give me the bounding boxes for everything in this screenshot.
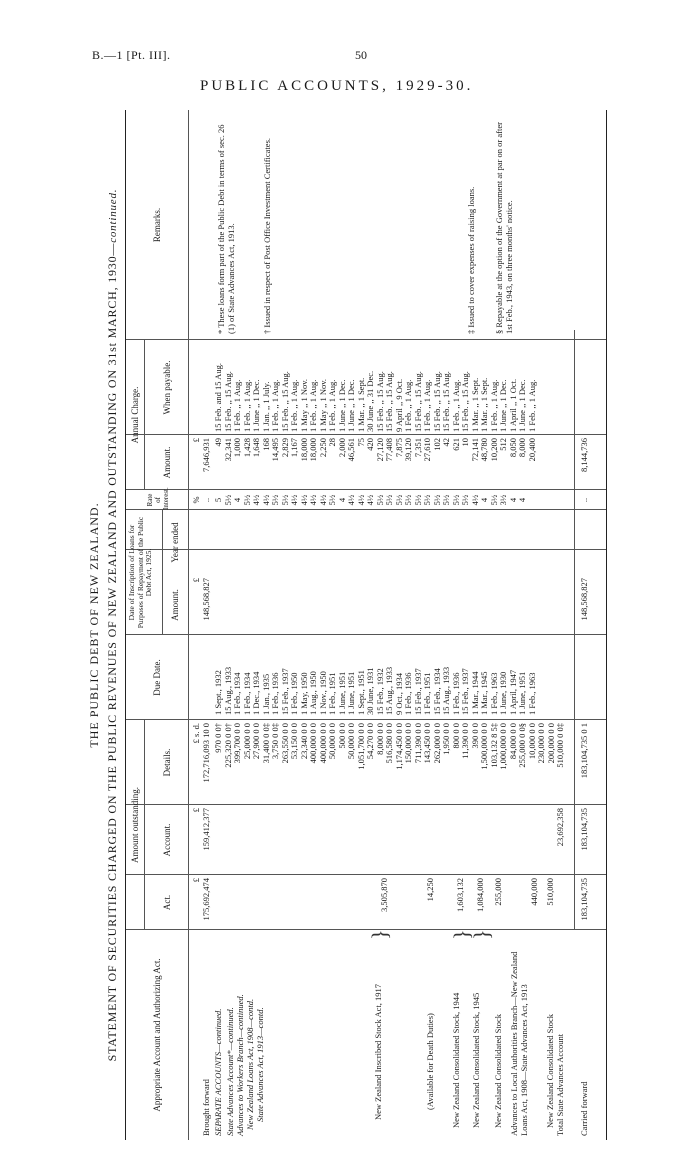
group-label: (Available for Death Duties) <box>425 1013 435 1110</box>
when-payable-cell: 1 June ,, 1 Dec. <box>251 379 261 432</box>
annual-charge-cell: 2,829 <box>279 438 290 458</box>
due-date-cell: 1 Feb., 1963 <box>526 672 537 715</box>
due-date-cell: 1 April, 1947 <box>507 669 518 715</box>
when-payable-cell: 1 Feb. ,, 1 Aug. <box>422 379 432 432</box>
col-header-insc-year: Year ended <box>170 522 180 563</box>
details-cell: 711,390 0 0 <box>412 723 423 764</box>
when-payable-cell: 15 Feb. ,, 15 Aug. <box>279 371 290 432</box>
due-date-cell: 15 Feb., 1937 <box>460 668 470 715</box>
unit-ac-amount: £ <box>191 438 201 443</box>
details-cell: 84,000 0 0 <box>507 723 518 760</box>
carried-forward-label: Carried forward <box>579 1081 589 1136</box>
details-cell: 150,000 0 0 <box>403 723 413 764</box>
annual-charge-cell: 168 <box>260 438 271 451</box>
when-payable-column <box>214 342 537 432</box>
when-payable-cell: 15 Feb. ,, 15 Aug. <box>384 371 394 432</box>
when-payable-cell: 15 Feb. ,, 15 Aug. <box>441 371 451 432</box>
annual-charge-cell: 10 <box>460 438 470 447</box>
due-date-cell: 1 Feb., 1934 <box>241 672 252 715</box>
rate-cell: 4½ <box>317 494 328 506</box>
details-cell: 510,000 0 0‡ <box>555 723 565 768</box>
details-cell: 800 0 0 <box>450 723 461 749</box>
group-label: New Zealand Consolidated Stock <box>493 1013 503 1128</box>
details-cell: 50,000 0 0 <box>327 723 337 760</box>
group-act: 3,505,870 <box>379 878 389 912</box>
remark-note: § Repayable at the option of the Government at par on or after 1st Feb., 1943, on three months' notice. <box>494 122 514 334</box>
annual-charge-cell: 75 <box>355 438 366 447</box>
rate-cell: 5½ <box>270 494 280 506</box>
details-cell: 225,320 0 0† <box>222 723 233 768</box>
group-label: New Zealand Consolidated Stock, 1944 <box>451 992 461 1128</box>
col-header-inscription: Date of Inscription of Loans for Purposes of Repayment of the Public Debt Act, 1925. <box>127 516 153 629</box>
rate-cell: 5½ <box>403 494 413 506</box>
details-cell: 143,450 0 0 <box>422 723 432 764</box>
annual-charge-cell: 7,351 <box>412 438 423 458</box>
annual-charge-cell: 32,341 <box>222 438 233 462</box>
details-cell: 200,000 0 0 <box>545 723 556 764</box>
annual-charge-cell: 10,200 <box>488 438 499 462</box>
when-payable-cell: 9 April ,, 9 Oct. <box>393 378 404 432</box>
details-cell: 1,174,450 0 0 <box>393 723 404 770</box>
due-date-cell: 1 Feb., 1934 <box>232 672 242 715</box>
cf-rate: .. <box>579 497 589 503</box>
due-date-cell: 1 Mar., 1944 <box>469 671 480 715</box>
details-cell: 1,051,700 0 0 <box>355 723 366 770</box>
cf-act: 183,104,735 <box>579 878 589 921</box>
group-act: 255,000 <box>493 878 503 906</box>
rate-cell: 4 <box>232 497 242 503</box>
annual-charge-cell: 72,141 <box>469 438 480 462</box>
remark-note: * These loans form part of the Public Debt in terms of sec. 26 (1) of State Advances Act, 1913. <box>216 124 236 334</box>
rate-cell: 5½ <box>279 494 290 506</box>
when-payable-cell: 15 Feb. ,, 15 Aug. <box>222 371 233 432</box>
when-payable-cell: 1 June ,, 1 Dec. <box>346 379 356 432</box>
when-payable-cell: 1 Jan. ,, 1 July. <box>260 381 271 432</box>
annual-charge-cell: 49 <box>213 438 223 447</box>
annual-charge-cell: 27,120 <box>374 438 385 462</box>
details-cell: 500 0 0 <box>336 723 347 749</box>
remark-note: † Issued in respect of Post Office Investment Certificates. <box>262 138 272 334</box>
section-label: State Advances Account*—continued. <box>225 1007 235 1136</box>
due-date-cell: 1 June, 1951 <box>346 671 356 715</box>
due-date-cell: 15 Feb., 1934 <box>431 668 442 715</box>
bf-rate: .. <box>201 497 211 503</box>
details-cell: 399,700 0 0 <box>232 723 242 764</box>
group-label: Total State Advances Account <box>555 1033 565 1136</box>
annual-charge-cell: 1,428 <box>241 438 252 458</box>
when-payable-cell: 1 Mar. ,, 1 Sept. <box>355 377 366 432</box>
details-cell: 3,750 0 0‡ <box>270 723 280 760</box>
details-cell: 103,132 8 5‡ <box>488 723 499 768</box>
when-payable-cell: 1 Feb. ,, 1 Aug. <box>270 379 280 432</box>
col-header-act-title: Appropriate Account and Authorizing Act. <box>152 958 162 1112</box>
statement-title: THE PUBLIC DEBT OF NEW ZEALAND. <box>87 502 101 748</box>
annual-charge-cell: 621 <box>450 438 461 451</box>
unit-details: £ s. d. <box>191 723 201 744</box>
annual-charge-cell: 27,610 <box>422 438 432 462</box>
when-payable-cell: 1 Feb. ,, 1 Aug. <box>327 379 337 432</box>
col-header-amount-outstanding: Amount outstanding. <box>130 787 140 863</box>
due-date-cell: 1 Aug., 1950 <box>308 671 318 715</box>
due-date-cell: 1 Mar., 1945 <box>479 671 489 715</box>
debt-table <box>125 110 607 1140</box>
details-cell: 390 0 0 <box>469 723 480 749</box>
annual-charge-cell: 18,000 <box>308 438 318 462</box>
annual-charge-cell: 42 <box>441 438 451 447</box>
details-cell: 516,580 0 0 <box>384 723 394 764</box>
when-payable-cell: 1 April ,, 1 Oct. <box>507 378 518 432</box>
details-column <box>214 723 566 803</box>
col-header-due-date: Due Date. <box>152 659 162 696</box>
annual-charge-cell: 8,050 <box>507 438 518 458</box>
rate-cell: 4½ <box>289 494 299 506</box>
when-payable-cell: 15 Feb. ,, 15 Aug. <box>460 371 470 432</box>
col-header-account: Account. <box>162 823 172 857</box>
when-payable-cell: 1 Feb. ,, 1 Aug. <box>450 379 461 432</box>
cf-account: 183,104,735 <box>579 808 589 851</box>
page-number: 50 <box>355 48 367 62</box>
due-date-cell: 15 Feb., 1937 <box>279 668 290 715</box>
due-date-column <box>214 637 537 715</box>
rotated-table-sheet <box>85 110 605 1140</box>
due-date-cell: 1 May, 1950 <box>298 672 309 715</box>
details-cell: 11,390 0 0 <box>460 723 470 759</box>
rate-cell: 4½ <box>365 494 375 506</box>
when-payable-cell: 1 June ,, 1 Dec. <box>517 379 527 432</box>
when-payable-cell: 15 Feb. ,, 15 Aug. <box>374 371 385 432</box>
rate-cell: 4½ <box>298 494 309 506</box>
due-date-cell: 1 Feb., 1963 <box>488 672 499 715</box>
group-act: 510,000 <box>545 878 555 906</box>
rate-cell: 4½ <box>308 494 318 506</box>
rate-cell: 5½ <box>460 494 470 506</box>
section-label: State Advances Act, 1913—contd. <box>255 1007 265 1122</box>
when-payable-cell: 1 Feb. ,, 1 Aug. <box>308 379 318 432</box>
rate-cell: 4½ <box>260 494 271 506</box>
group-label: New Zealand Inscribed Stock Act, 1917 <box>373 984 383 1120</box>
annual-charge-cell: 2,000 <box>336 438 347 458</box>
rate-cell: 4½ <box>251 494 261 506</box>
unit-insc-amount: £ <box>191 578 201 583</box>
when-payable-cell: 15 Feb. and 15 Aug. <box>213 363 223 432</box>
rate-cell: 5½ <box>441 494 451 506</box>
rate-cell: 3½ <box>498 494 508 506</box>
bf-details: 172,716,093 10 0 <box>201 723 211 783</box>
annual-charge-cell: 420 <box>365 438 375 451</box>
bf-account: 159,412,377 <box>201 808 211 851</box>
details-cell: 31,400 0 0‡ <box>260 723 271 764</box>
details-cell: 25,000 0 0 <box>241 723 252 760</box>
cf-ac-amount: 8,144,736 <box>579 438 589 472</box>
section-label: SEPARATE ACCOUNTS—continued. <box>213 1008 223 1136</box>
when-payable-cell: 1 Feb. ,, 1 Aug. <box>526 379 537 432</box>
col-header-remarks: Remarks. <box>152 207 162 243</box>
rate-cell: 5½ <box>431 494 442 506</box>
annual-charge-cell: 2,250 <box>317 438 328 458</box>
due-date-cell: 1 Feb., 1936 <box>403 672 413 715</box>
details-cell: 255,000 0 0§ <box>517 723 527 768</box>
cf-details: 183,104,735 0 1 <box>579 723 589 779</box>
when-payable-cell: 1 June ,, 1 Dec. <box>336 379 347 432</box>
details-cell: 8,000 0 0 <box>374 723 385 755</box>
due-date-cell: 15 Feb., 1937 <box>412 668 423 715</box>
unit-account: £ <box>191 808 201 813</box>
brace-mark: } <box>469 929 494 940</box>
details-cell: 400,000 0 0 <box>308 723 318 764</box>
due-date-cell: 15 Aug., 1933 <box>222 666 233 715</box>
group-act: 440,000 <box>529 878 539 906</box>
due-date-cell: 1 Feb., 1951 <box>422 672 432 715</box>
annual-charge-cell: 1,000 <box>232 438 242 458</box>
report-title: PUBLIC ACCOUNTS, 1929-30. <box>200 78 474 94</box>
rate-cell: 5½ <box>384 494 394 506</box>
annual-charge-cell: 77,408 <box>384 438 394 462</box>
when-payable-cell: 1 Mar. ,, 1 Sept. <box>469 377 480 432</box>
due-date-cell: 1 June, 1951 <box>517 671 527 715</box>
when-payable-cell: 1 June ,, 1 Dec. <box>498 379 508 432</box>
brought-forward-label: Brought forward <box>201 1079 211 1136</box>
col-header-ac-when: When payable. <box>162 360 172 415</box>
when-payable-cell: 15 Feb. ,, 15 Aug. <box>412 371 423 432</box>
details-cell: 230,000 0 0 <box>536 723 546 764</box>
details-cell: 400,000 0 0 <box>317 723 328 764</box>
when-payable-cell: 15 Feb. ,, 15 Aug. <box>431 371 442 432</box>
due-date-cell: 1 Feb., 1951 <box>327 672 337 715</box>
details-cell: 53,150 0 0 <box>289 723 299 760</box>
annual-charge-cell: 39,120 <box>403 438 413 462</box>
details-cell: 23,340 0 0 <box>298 723 309 760</box>
rate-cell: 4½ <box>346 494 356 506</box>
col-header-rate: Rate of Interest. <box>146 487 170 510</box>
due-date-cell: 9 Oct., 1934 <box>393 672 404 715</box>
rate-cell: 4 <box>507 497 518 503</box>
annual-charge-cell: 1,167 <box>289 438 299 458</box>
details-cell: 27,900 0 0 <box>251 723 261 760</box>
annual-charge-cell: 28 <box>327 438 337 447</box>
brace-mark: } <box>367 929 392 940</box>
statement-subtitle: STATEMENT OF SECURITIES CHARGED ON THE PUBLIC REVENUES OF NEW ZEALAND AND OUTSTANDING ON 31st MARCH, 1930—continued. <box>105 188 119 1062</box>
due-date-cell: 1 Feb., 1950 <box>289 672 299 715</box>
rate-cell: 4½ <box>355 494 366 506</box>
group-act: 1,084,000 <box>475 878 485 912</box>
rate-column <box>214 492 528 508</box>
when-payable-cell: 1 Feb. ,, 1 Aug. <box>241 379 252 432</box>
remark-note: ‡ Issued to cover expenses of raising loans. <box>466 186 476 334</box>
details-cell: 1,000,000 0 0 <box>498 723 508 770</box>
col-header-ac-amount: Amount. <box>162 446 172 479</box>
rate-cell: 5½ <box>374 494 385 506</box>
rate-cell: 5½ <box>450 494 461 506</box>
annual-charge-cell: 48,780 <box>479 438 489 462</box>
rate-cell: 5 <box>213 497 223 503</box>
due-date-cell: 15 Aug., 1933 <box>384 666 394 715</box>
rate-cell: 4½ <box>469 494 480 506</box>
when-payable-cell: 1 Feb. ,, 1 Aug. <box>232 379 242 432</box>
bf-insc-amount: 148,568,827 <box>201 578 211 621</box>
group-label: Advances to Local Authorities Branch—New Zealand Loans Act, 1908—State Advances Act, 1913 <box>509 951 529 1136</box>
when-payable-cell: 1 May ,, 1 Nov. <box>298 378 309 432</box>
due-date-cell: 30 June, 1931 <box>365 667 375 715</box>
col-header-annual-charge: Annual Charge. <box>130 386 140 444</box>
rate-cell: 5½ <box>412 494 423 506</box>
rate-cell: 5½ <box>222 494 233 506</box>
when-payable-cell: 1 Feb. ,, 1 Aug. <box>289 379 299 432</box>
due-date-cell: 1 Nov., 1950 <box>317 671 328 715</box>
unit-act: £ <box>191 878 201 883</box>
due-date-cell: 1 Sept., 1951 <box>355 670 366 715</box>
annual-charge-cell: 7,875 <box>393 438 404 458</box>
bf-act: 175,692,474 <box>201 878 211 921</box>
rate-cell: 5½ <box>241 494 252 506</box>
annual-charge-cell: 1,648 <box>251 438 261 458</box>
details-cell: 1,500,000 0 0 <box>479 723 489 770</box>
cf-insc-amount: 148,568,827 <box>579 578 589 621</box>
rate-cell: 5½ <box>327 494 337 506</box>
section-label: Advances to Workers Branch—continued. <box>235 994 245 1136</box>
due-date-cell: 1 Feb., 1936 <box>450 672 461 715</box>
when-payable-cell: 1 Feb. ,, 1 Aug. <box>488 379 499 432</box>
annual-charge-cell: 20,400 <box>526 438 537 462</box>
details-cell: 10,000 0 0 <box>526 723 537 760</box>
due-date-cell: 15 Feb., 1932 <box>374 668 385 715</box>
report-reference: B.—1 [Pt. III]. <box>92 48 171 62</box>
when-payable-cell: 30 June ,, 31 Dec. <box>365 370 375 432</box>
annual-charge-cell: 8,000 <box>517 438 527 458</box>
col-header-act: Act. <box>162 894 172 911</box>
annual-charge-amount-column <box>214 438 537 488</box>
annual-charge-cell: 18,000 <box>298 438 309 462</box>
group-label: New Zealand Consolidated Stock <box>545 1013 555 1128</box>
due-date-cell: 15 Aug., 1933 <box>441 666 451 715</box>
col-header-details: Details. <box>162 748 172 777</box>
when-payable-cell: 1 May ,, 1 Nov. <box>317 378 328 432</box>
rate-cell: 4 <box>479 497 489 503</box>
annual-charge-cell: 14,495 <box>270 438 280 462</box>
group-account: 23,692,358 <box>555 808 565 847</box>
due-date-cell: 1 Sept., 1932 <box>213 670 223 715</box>
when-payable-cell: 1 Feb. ,, 1 Aug. <box>403 379 413 432</box>
group-act: 14,250 <box>425 878 435 902</box>
rate-cell: 4 <box>517 497 527 503</box>
unit-rate: % <box>191 496 201 504</box>
annual-charge-cell: 512 <box>498 438 508 451</box>
details-cell: 263,550 0 0 <box>279 723 290 764</box>
details-cell: 262,000 0 0 <box>431 723 442 764</box>
details-cell: 1,950 0 0 <box>441 723 451 755</box>
group-label: New Zealand Consolidated Stock, 1945 <box>471 992 481 1128</box>
col-header-insc-amount: Amount. <box>170 589 180 621</box>
due-date-cell: 1 Jan., 1935 <box>260 673 271 715</box>
due-date-cell: 1 June, 1930 <box>498 671 508 715</box>
details-cell: 50,000 0 0 <box>346 723 356 760</box>
details-cell: 970 0 0† <box>213 723 223 753</box>
rate-cell: 5½ <box>488 494 499 506</box>
due-date-cell: 1 June, 1951 <box>336 671 347 715</box>
annual-charge-cell: 102 <box>431 438 442 451</box>
section-label: New Zealand Loans Act, 1908—contd. <box>245 998 255 1130</box>
group-act: 1,603,132 <box>455 878 465 912</box>
rate-cell: 4 <box>336 497 347 503</box>
details-cell: 54,270 0 0 <box>365 723 375 760</box>
rate-cell: 5½ <box>393 494 404 506</box>
due-date-cell: 1 Feb., 1936 <box>270 672 280 715</box>
when-payable-cell: 1 Mar. ,, 1 Sept. <box>479 377 489 432</box>
bf-ac-amount: 7,646,931 <box>201 438 211 472</box>
annual-charge-cell: 46,561 <box>346 438 356 462</box>
due-date-cell: 1 Dec., 1934 <box>251 671 261 715</box>
rate-cell: 5½ <box>422 494 432 506</box>
brace-mark: } <box>449 929 474 940</box>
